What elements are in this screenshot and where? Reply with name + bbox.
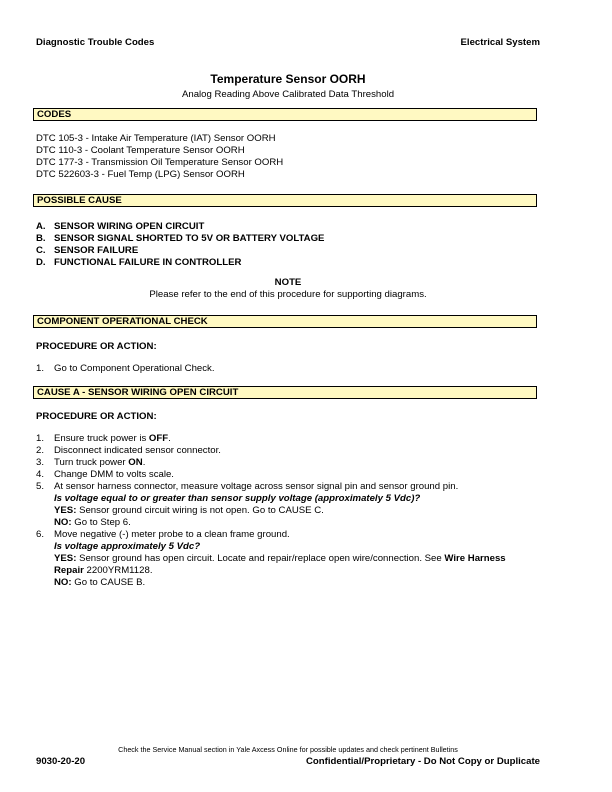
step-number: 1. — [36, 433, 45, 444]
step-text-post: . — [168, 433, 171, 444]
footer-page-number: 9030-20-20 — [36, 756, 86, 767]
no-text: Go to Step 6. — [71, 517, 131, 528]
step-number: 3. — [36, 457, 45, 468]
yes-text: Sensor ground circuit wiring is not open. Go to CAUSE C. — [76, 505, 324, 516]
cause-letter: B. — [36, 233, 46, 244]
step-yes — [54, 505, 324, 517]
step-text-pre: Turn truck power — [54, 457, 129, 468]
code-item: DTC 110-3 - Coolant Temperature Sensor OORH — [36, 145, 245, 156]
code-item: DTC 522603-3 - Fuel Temp (LPG) Sensor OORH — [36, 169, 245, 180]
section-bar-possible-cause: POSSIBLE CAUSE — [33, 194, 537, 207]
header-right: Electrical System — [460, 37, 540, 48]
footer-note: Check the Service Manual section in Yale Axcess Online for possible updates and check pertinent Bulletins — [118, 745, 458, 754]
step-yes — [54, 553, 506, 565]
note-text: Please refer to the end of this procedure for supporting diagrams. — [149, 289, 427, 300]
cause-letter: D. — [36, 257, 46, 268]
step-no — [54, 517, 131, 529]
yes-label: YES: — [54, 553, 77, 564]
cause-text: FUNCTIONAL FAILURE IN CONTROLLER — [54, 257, 242, 268]
yes-label: YES: — [54, 505, 77, 516]
step-text-bold: OFF — [148, 433, 169, 444]
cause-text: SENSOR SIGNAL SHORTED TO 5V OR BATTERY VOLTAGE — [54, 233, 325, 244]
step-text: At sensor harness connector, measure voltage across sensor signal pin and sensor ground pin. — [54, 481, 459, 492]
step-number: 5. — [36, 481, 45, 492]
code-item: DTC 105-3 - Intake Air Temperature (IAT) Sensor OORH — [36, 133, 276, 144]
section-bar-component-check: COMPONENT OPERATIONAL CHECK — [33, 315, 537, 328]
yes-link-repair: Repair — [54, 565, 84, 576]
yes-link-wire-harness: Wire Harness — [444, 553, 506, 564]
step-text: Change DMM to volts scale. — [54, 469, 174, 480]
yes-text-cont: 2200YRM1128. — [83, 565, 153, 576]
step-number: 6. — [36, 529, 45, 540]
cause-letter: A. — [36, 221, 46, 232]
no-label: NO: — [54, 577, 72, 588]
page-title: Temperature Sensor OORH — [210, 72, 366, 86]
code-item: DTC 177-3 - Transmission Oil Temperature Sensor OORH — [36, 157, 284, 168]
step-text-pre: Ensure truck power is — [54, 433, 149, 444]
section-bar-cause-a: CAUSE A - SENSOR WIRING OPEN CIRCUIT — [33, 386, 537, 399]
step-number: 4. — [36, 469, 45, 480]
note-heading: NOTE — [274, 277, 302, 288]
no-label: NO: — [54, 517, 72, 528]
header-left: Diagnostic Trouble Codes — [36, 37, 155, 48]
procedure-label: PROCEDURE OR ACTION: — [36, 341, 157, 352]
step-question: Is voltage approximately 5 Vdc? — [54, 541, 201, 552]
step-number: 1. — [36, 363, 45, 374]
cause-text: SENSOR WIRING OPEN CIRCUIT — [54, 221, 205, 232]
step-text-post: . — [142, 457, 146, 468]
step-no — [54, 577, 145, 589]
step-text: Disconnect indicated sensor connector. — [54, 445, 221, 456]
step-text: Go to Component Operational Check. — [54, 363, 215, 374]
section-bar-codes: CODES — [33, 108, 537, 121]
step-question: Is voltage equal to or greater than sensor supply voltage (approximately 5 Vdc)? — [54, 493, 421, 504]
footer-confidential: Confidential/Proprietary - Do Not Copy or Duplicate — [306, 756, 540, 767]
step-text — [54, 433, 171, 445]
step-number: 2. — [36, 445, 45, 456]
step-text: Move negative (-) meter probe to a clean frame ground. — [54, 529, 290, 540]
no-text: Go to CAUSE B. — [71, 577, 146, 588]
page-subtitle: Analog Reading Above Calibrated Data Threshold — [181, 89, 395, 100]
step-yes-cont — [54, 565, 152, 577]
step-text-bold: ON — [128, 457, 143, 468]
cause-letter: C. — [36, 245, 46, 256]
cause-text: SENSOR FAILURE — [54, 245, 139, 256]
yes-text: Sensor ground has open circuit. Locate and repair/replace open wire/connection. See — [76, 553, 445, 564]
step-text — [54, 457, 145, 469]
procedure-label: PROCEDURE OR ACTION: — [36, 411, 157, 422]
